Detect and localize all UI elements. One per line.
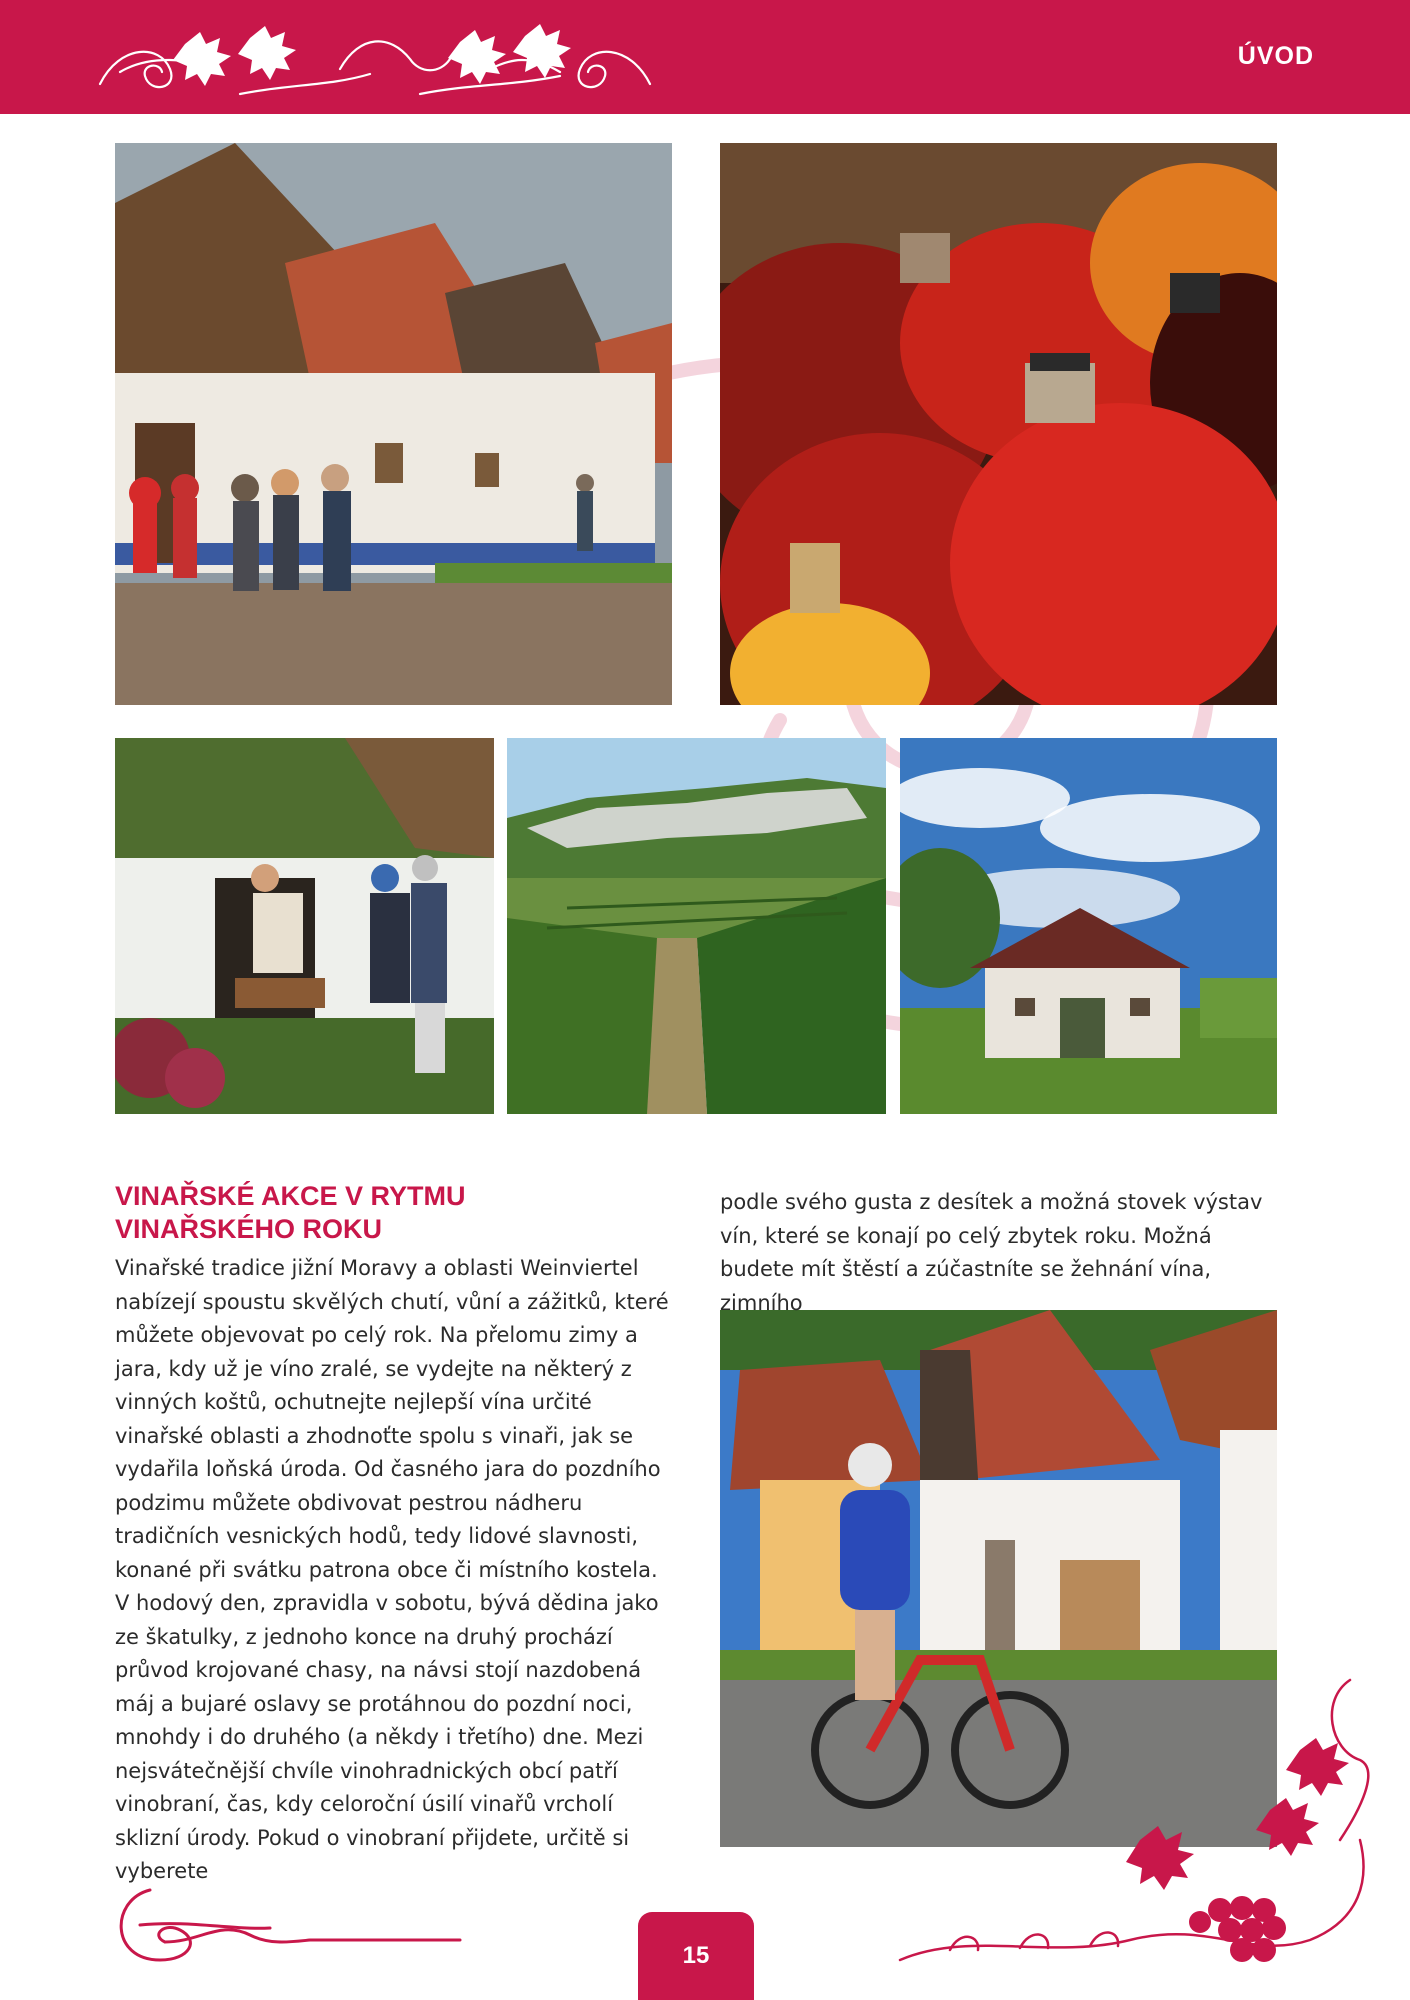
- section-label: ÚVOD: [1237, 42, 1314, 70]
- page-number-tab: [638, 1912, 754, 2000]
- headline-line-1: VINAŘSKÉ AKCE V RYTMU: [115, 1181, 466, 1211]
- wine-demijohns-photo: [720, 143, 1277, 705]
- vineyard-rows-photo: [507, 738, 886, 1114]
- article-body-right: podle svého gusta z desítek a možná stovek výstav vín, které se konají po celý zbytek roku. Možná budete mít štěstí a zúčastníte se žehnání vína, zimního: [720, 1190, 1263, 1315]
- article-headline: [115, 1180, 675, 1246]
- footer-swirl-ornament-icon: [110, 1880, 470, 1970]
- vine-leaf-ornament-icon: [90, 14, 690, 104]
- page-number: 15: [682, 1942, 710, 1969]
- wine-tasting-photo: [115, 738, 494, 1114]
- wine-cellar-street-photo: [115, 143, 672, 705]
- header-band: [0, 0, 1410, 114]
- white-cellar-house-photo: [900, 738, 1277, 1114]
- footer-grape-vine-ornament-icon: [890, 1660, 1390, 1980]
- headline-line-2: VINAŘSKÉHO ROKU: [115, 1214, 383, 1244]
- article-body-left: Vinařské tradice jižní Moravy a oblasti Weinviertel nabízejí spoustu skvělých chutí, vůní a zážitků, které můžete objevovat po celý rok. Na přelomu zimy a jara, kdy už je víno zralé, se vydejte na některý z vinných koštů, ochutnejte nejlepší vína určité vinařské oblasti a zhodnoťte spolu s vinaři, jak se vydařila loňská úroda. Od časného jara do pozdního podzimu můžete obdivovat pestrou nádheru tradičních vesnických hodů, tedy lidové slavnosti, konané při svátku patrona obce či místního kostela. V hodový den, zpravidla v sobotu, bývá dědina jako ze škatulky, z jednoho konce na druhý prochází průvod krojované chasy, na návsi stojí nazdobená máj a bujaré oslavy se protáhnou do pozdní noci, mnohdy i do druhého (a někdy i třetího) dne. Mezi nejsvátečnější chvíle vinohradnických obcí patří vinobraní, čas, kdy celoroční úsilí vinařů vrcholí sklizní úrody. Pokud o vinobraní přijdete, určitě si vyberete: [115, 1256, 669, 1883]
